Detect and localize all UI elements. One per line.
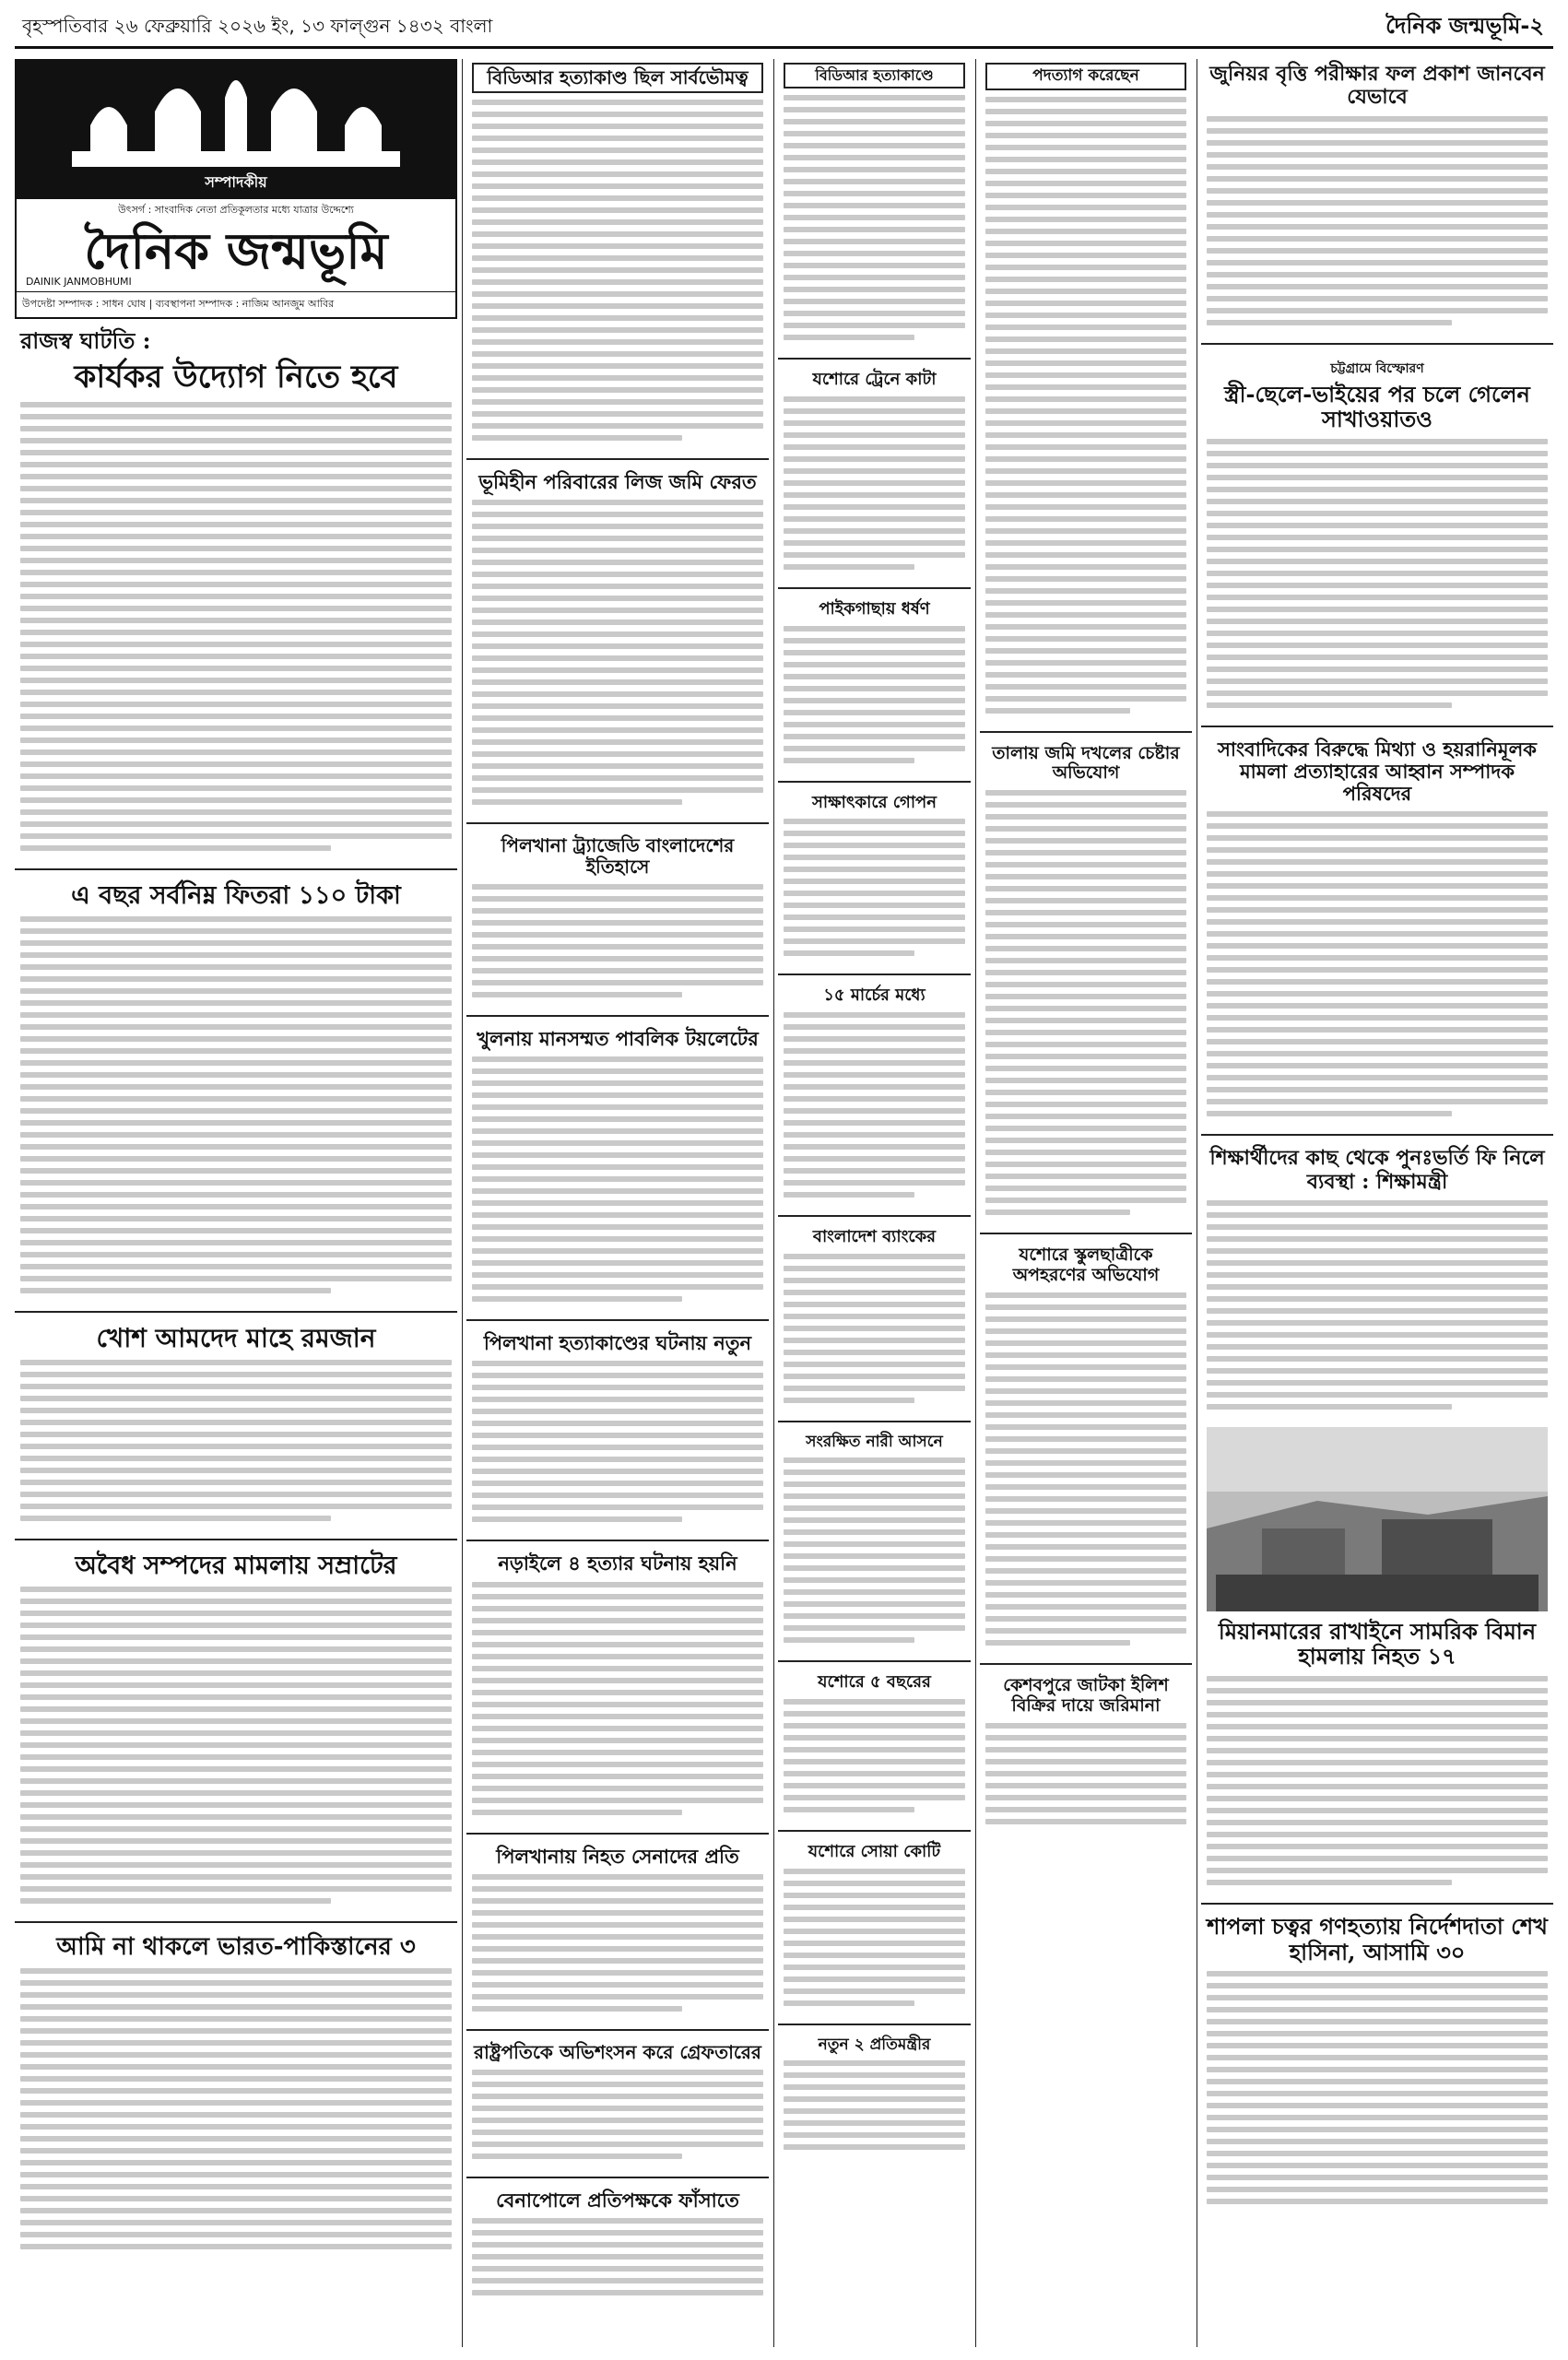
article-resign [980, 59, 1192, 724]
article-pilkhana-history [466, 832, 769, 1008]
article-body [20, 402, 452, 851]
headline: খুলনায় মানসম্মত পাবলিক টয়লেটের [477, 1027, 759, 1051]
headline: যশোরে সোয়া কোটি [808, 1842, 941, 1862]
headline: পিলখানা ট্র্যাজেডি বাংলাদেশের ইতিহাসে [501, 834, 735, 879]
headline: শাপলা চত্বর গণহত্যায় নির্দেশদাতা শেখ হাসিনা, আসামি ৩০ [1207, 1912, 1548, 1965]
article-jashore5 [778, 1670, 971, 1823]
headline: পিলখানা হত্যাকাণ্ডের ঘটনায় নতুন [483, 1331, 752, 1355]
article-body [784, 95, 965, 340]
article-women-seat [778, 1430, 971, 1654]
masthead-credits: উপদেষ্টা সম্পাদক : সাধন ঘোষ | ব্যবস্থাপনা সম্পাদক : নাজিম আনজুম আবির [17, 291, 455, 317]
article-body [1207, 811, 1548, 1116]
column-rule [975, 59, 976, 2347]
headline: অবৈধ সম্পদের মামলায় সম্রাটের [75, 1551, 397, 1580]
article-shapla [1201, 1912, 1553, 2214]
article-body [985, 1292, 1186, 1646]
article-body [784, 2060, 965, 2150]
newspaper-name-roman: DAINIK JANMOBHUMI [26, 276, 132, 288]
article-body [20, 1968, 452, 2249]
headline: নড়াইলে ৪ হত্যার ঘটনায় হয়নি [498, 1552, 737, 1575]
article-body [472, 2070, 763, 2159]
headline: জুনিয়র বৃত্তি পরীক্ষার ফল প্রকাশ জানবেন যেভাবে [1209, 62, 1545, 110]
article-march15 [778, 983, 971, 1208]
article-kicker: চট্টগ্রামে বিস্ফোরণ [1330, 360, 1424, 376]
article-body [472, 100, 763, 441]
article-bdr [466, 59, 769, 451]
article-train [778, 367, 971, 580]
article-body [784, 626, 965, 763]
article-body [985, 97, 1186, 714]
editorial-label: সম্পাদকীয় [17, 167, 455, 199]
article-gold [778, 1839, 971, 2016]
building-photo-image [1207, 1427, 1548, 1611]
article-body [784, 1012, 965, 1198]
headline: ১৫ মার্চের মধ্যে [823, 985, 925, 1006]
article-tribute [466, 1842, 769, 2022]
article-body [784, 1254, 965, 1403]
headline: স্ত্রী-ছেলে-ভাইয়ের পর চলে গেলেন সাখাওয়াতও [1224, 380, 1530, 433]
article-explosion [1201, 352, 1553, 718]
column-rule [462, 59, 463, 2347]
article-abduct [980, 1242, 1192, 1656]
column-5 [1201, 59, 1553, 2347]
headline: বাংলাদেশ ব্যাংকের [812, 1227, 937, 1247]
article-paikgachha [778, 596, 971, 773]
article-body [472, 884, 763, 997]
headline: কেশবপুরে জাটকা ইলিশ বিক্রির দায়ে জরিমানা [1003, 1674, 1169, 1716]
article-fee [1201, 1143, 1553, 1420]
headline: মিয়ানমারের রাখাইনে সামরিক বিমান হামলায় নিহত ১৭ [1218, 1617, 1537, 1670]
page-brand: দৈনিক জন্মভূমি-২ [1385, 13, 1544, 39]
headline: যশোরে ৫ বছরের [818, 1672, 931, 1693]
article-benapole [466, 2186, 769, 2306]
article-body [1207, 439, 1548, 708]
article-narail [466, 1549, 769, 1824]
article-president [466, 2038, 769, 2169]
masthead-tagline: উৎসর্গ : সাংবাদিক নেতা প্রতিকূলতার মধ্যে যাত্রার উদ্দেশ্যে [118, 204, 354, 216]
column-1 [15, 59, 457, 2347]
article-myanmar [1201, 1617, 1553, 1895]
headline: বেনাপোলে প্রতিপক্ষকে ফাঁসাতে [496, 2188, 739, 2212]
article-body [985, 790, 1186, 1215]
headline: যশোরে স্কুলছাত্রীকে অপহরণের অভিযোগ [1012, 1245, 1160, 1286]
temple-logo-icon [17, 61, 455, 167]
article-body [1207, 1971, 1548, 2204]
column-4 [980, 59, 1192, 2347]
article-lock [980, 740, 1192, 1226]
article-body [472, 1874, 763, 2012]
headline: সংরক্ষিত নারী আসনে [806, 1432, 943, 1451]
headline: পিলখানায় নিহত সেনাদের প্রতি [496, 1844, 739, 1868]
masthead [15, 59, 457, 319]
headline: শিক্ষার্থীদের কাছ থেকে পুনঃভর্তি ফি নিলে ব্যবস্থা : শিক্ষামন্ত্রী [1209, 1146, 1545, 1194]
article-body [1207, 116, 1548, 325]
article-pilkhana-new [466, 1328, 769, 1532]
article-bangladesh-bank [778, 1224, 971, 1413]
article-body [20, 916, 452, 1293]
article-body [472, 1361, 763, 1522]
headline: যশোরে ট্রেনে কাটা [812, 370, 937, 390]
headline: বিডিআর হত্যাকাণ্ড ছিল সার্বভৌমত্ব [472, 63, 763, 93]
article-body [1207, 1200, 1548, 1410]
article-press [1201, 735, 1553, 1127]
column-2 [466, 59, 769, 2347]
article-body [472, 1582, 763, 1815]
headline: সাক্ষাৎকারে গোপন [811, 792, 937, 812]
article-body [472, 1056, 763, 1302]
article-body [784, 1869, 965, 2006]
article-body [20, 1587, 452, 1904]
column-3 [778, 59, 971, 2347]
headline: পাইকগাছায় ধর্ষণ [819, 599, 930, 620]
editorial-kicker: রাজস্ব ঘাটতি : [20, 327, 151, 354]
article-body [20, 1360, 452, 1521]
article-khulna-toilet [466, 1024, 769, 1312]
article-case [15, 1548, 457, 1914]
headline: পদত্যাগ করেছেন [985, 63, 1186, 90]
article-land [466, 467, 769, 815]
headline: এ বছর সর্বনিম্ন ফিতরা ১১০ টাকা [71, 880, 401, 910]
headline: নতুন ২ প্রতিমন্ত্রীর [818, 2035, 931, 2054]
headline: তালায় জমি দখলের চেষ্টার অভিযোগ [992, 742, 1180, 784]
headline: ভূমিহীন পরিবারের লিজ জমি ফেরত [478, 470, 757, 493]
article-ramadan [15, 1320, 457, 1531]
news-photo [1207, 1427, 1548, 1611]
headline: আমি না থাকলে ভারত-পাকিস্তানের ৩ [56, 1932, 416, 1961]
article-editorial [15, 319, 457, 861]
headline: রাষ্ট্রপতিকে অভিশংসন করে গ্রেফতারের [474, 2040, 761, 2063]
article-body [784, 1699, 965, 1812]
article-body [985, 1723, 1186, 1824]
headline: সাংবাদিকের বিরুদ্ধে মিথ্যা ও হয়রানিমূলক মামলা প্রত্যাহারের আহ্বান সম্পাদক পরিষদের [1218, 737, 1537, 806]
issue-date: বৃহস্পতিবার ২৬ ফেব্রুয়ারি ২০২৬ ইং, ১৩ ফাল্গুন ১৪৩২ বাংলা [22, 15, 493, 37]
article-hilsa [980, 1672, 1192, 1835]
header-rule [15, 46, 1553, 49]
article-interview [778, 790, 971, 967]
newspaper-name: দৈনিক জন্মভূমি [84, 221, 388, 280]
article-bdr-2 [778, 59, 971, 350]
article-body [472, 2218, 763, 2295]
article-ministers [778, 2033, 971, 2161]
column-rule [773, 59, 774, 2347]
article-body [784, 396, 965, 570]
editorial-headline: কার্যকর উদ্যোগ নিতে হবে [74, 358, 398, 395]
article-body [472, 500, 763, 805]
article-indopak [15, 1930, 457, 2260]
headline: খোশ আমদেদ মাহে রমজান [96, 1322, 376, 1353]
article-scholarship [1201, 59, 1553, 336]
article-body [784, 819, 965, 956]
headline: বিডিআর হত্যাকাণ্ডে [784, 63, 965, 88]
article-fitra [15, 878, 457, 1304]
article-body [784, 1457, 965, 1643]
article-body [1207, 1676, 1548, 1885]
